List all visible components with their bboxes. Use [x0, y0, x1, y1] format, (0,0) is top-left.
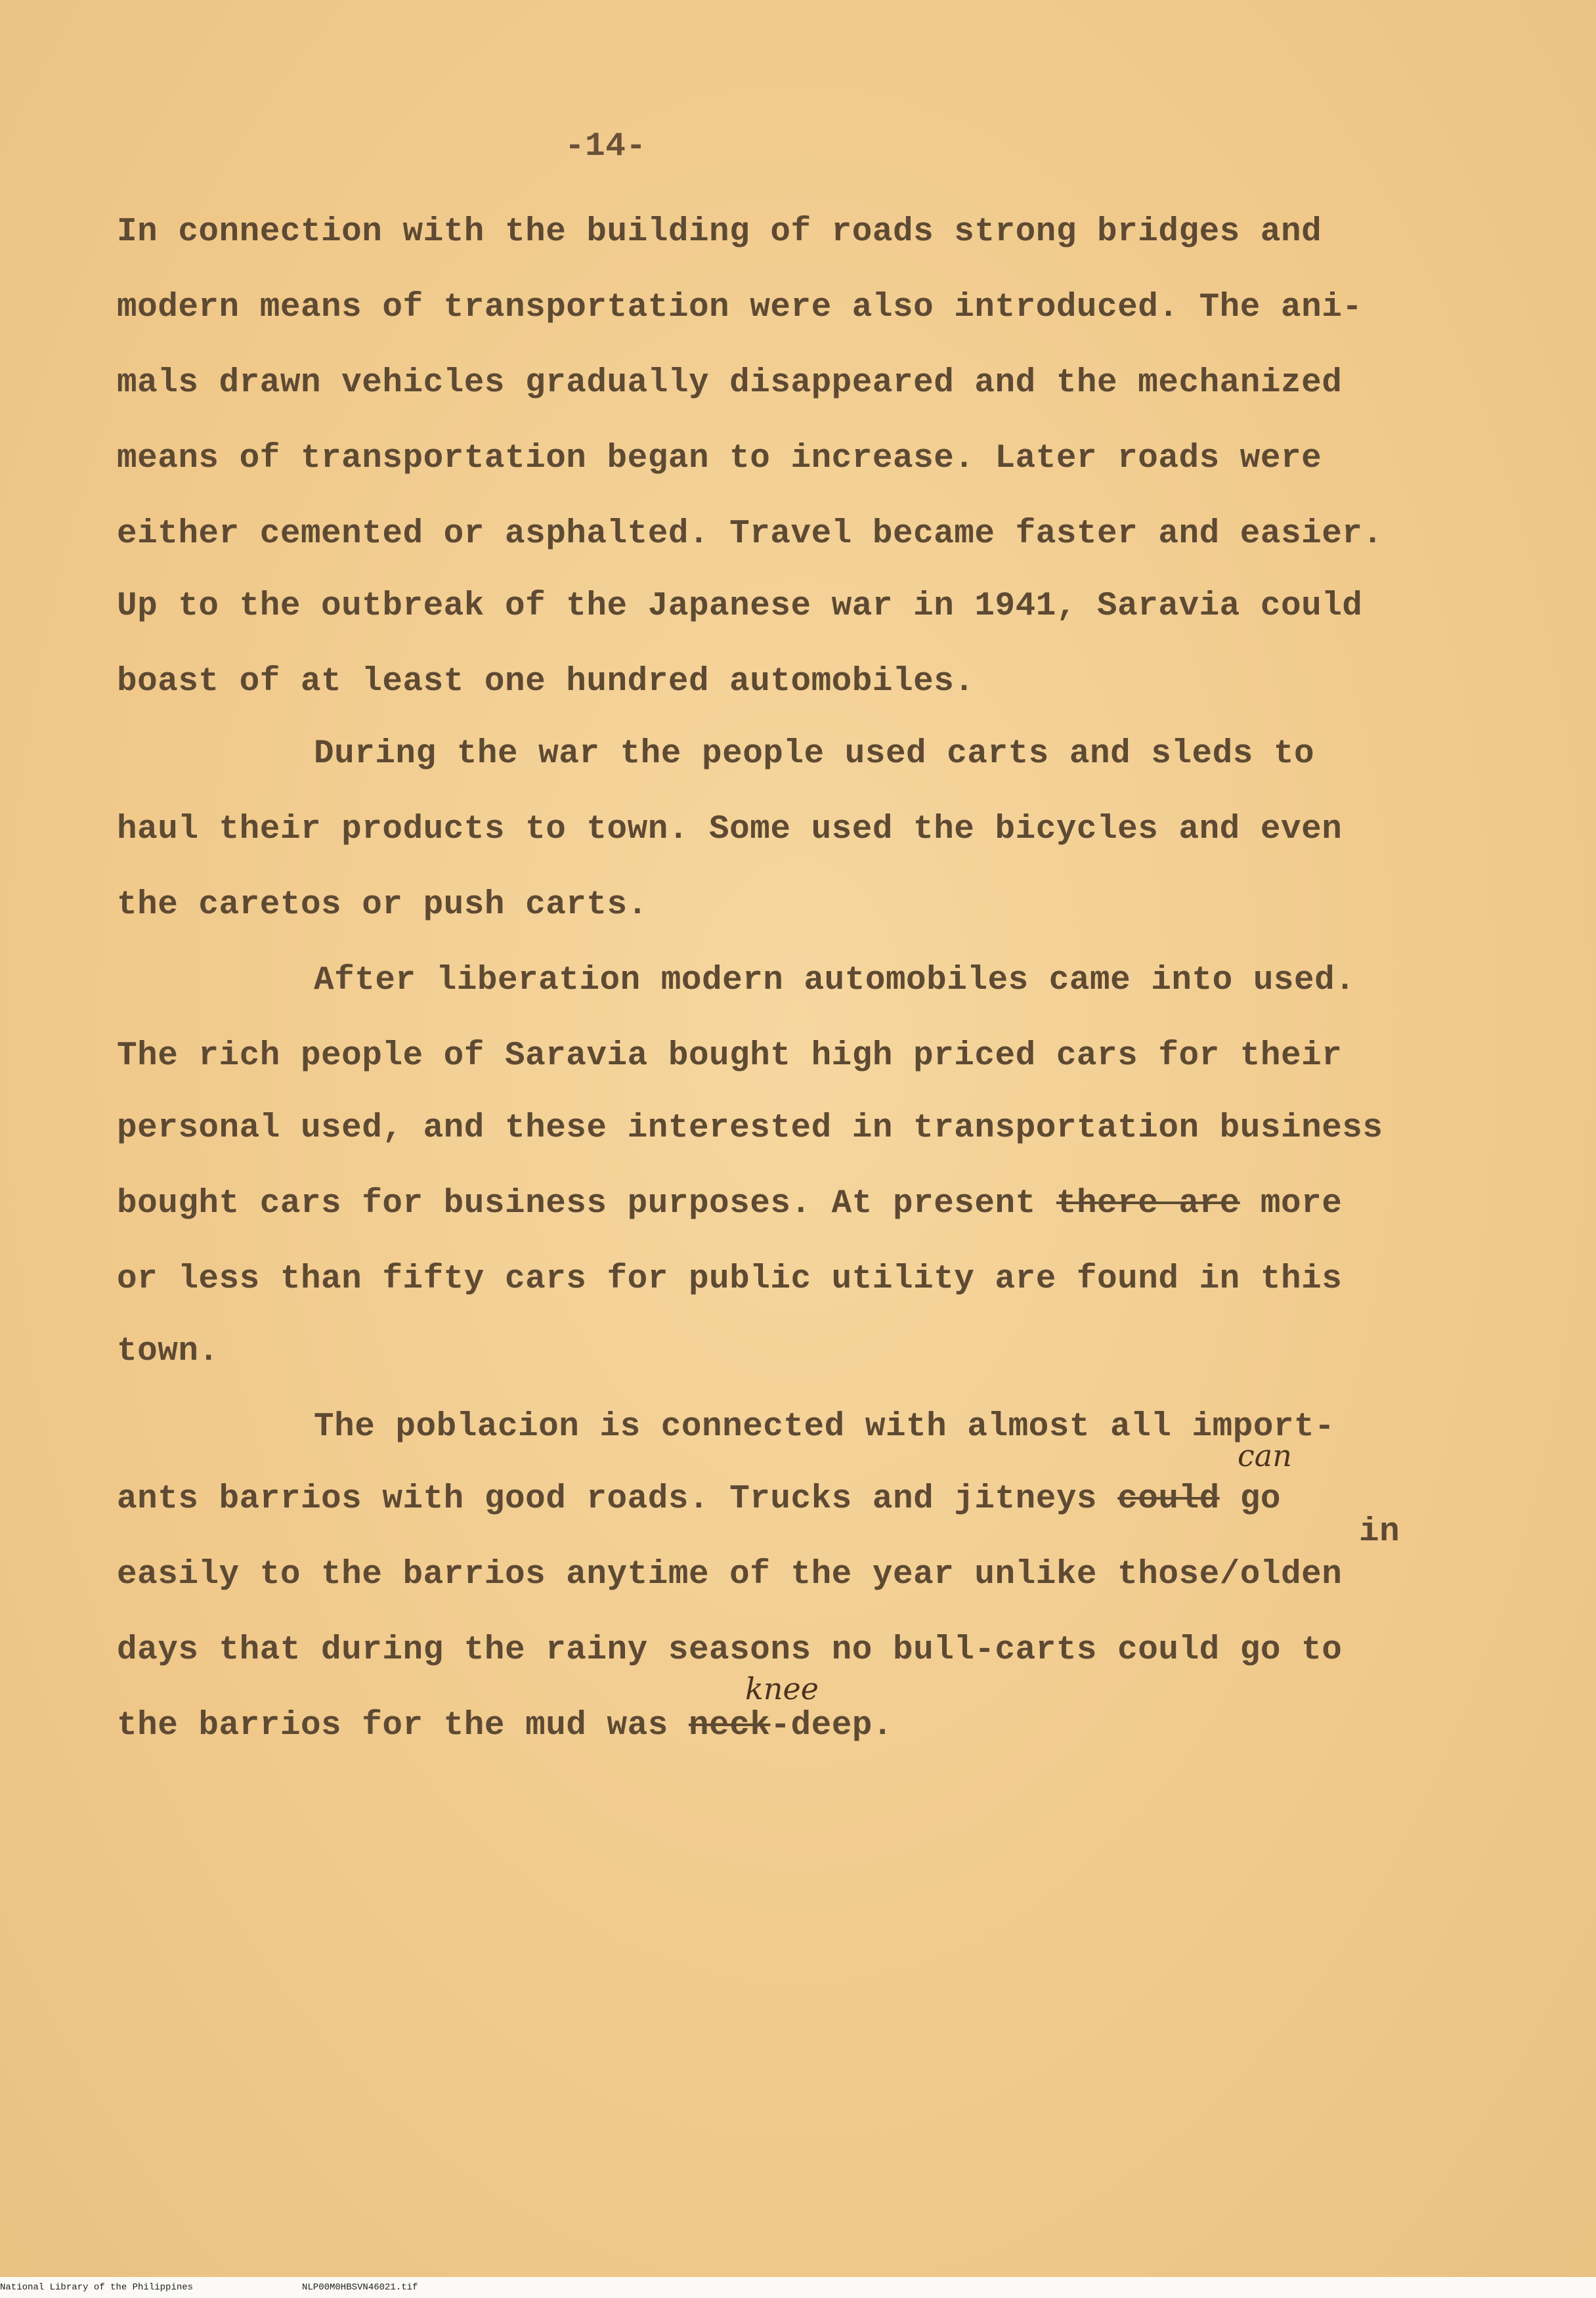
- handwritten-correction: knee: [745, 1671, 819, 1706]
- text-line: The poblacion is connected with almost all import-: [314, 1408, 1335, 1446]
- text-line: easily to the barrios anytime of the year unlike those/olden: [117, 1556, 1343, 1593]
- text-line: town.: [117, 1333, 219, 1370]
- struck-text: could: [1117, 1481, 1220, 1518]
- text-line: personal used, and these interested in transportation business: [117, 1110, 1383, 1147]
- typed-insertion: in: [1359, 1513, 1400, 1551]
- handwritten-correction: can: [1238, 1438, 1292, 1473]
- text-line: haul their products to town. Some used the bicycles and even: [117, 811, 1343, 848]
- footer-library: National Library of the Philippines: [0, 2282, 194, 2293]
- text-segment: bought cars for business purposes. At present: [117, 1185, 1056, 1223]
- text-line: The rich people of Saravia bought high priced cars for their: [117, 1037, 1343, 1075]
- text-line: modern means of transportation were also introduced. The ani-: [117, 289, 1363, 326]
- text-line: During the war the people used carts and sleds to: [314, 735, 1315, 773]
- text-line: Up to the outbreak of the Japanese war in 1941, Saravia could: [117, 588, 1363, 625]
- footer-filename: NLP00M0HBSVN46021.tif: [302, 2282, 418, 2293]
- text-line: means of transportation began to increase. Later roads were: [117, 440, 1322, 477]
- text-line: In connection with the building of roads strong bridges and: [117, 213, 1322, 251]
- text-line: After liberation modern automobiles came into used.: [314, 962, 1356, 999]
- text-line: either cemented or asphalted. Travel became faster and easier.: [117, 515, 1383, 553]
- text-line: [117, 1481, 1281, 1518]
- text-segment: the barrios for the mud was: [117, 1707, 689, 1745]
- text-line: [117, 1185, 1342, 1223]
- text-line: boast of at least one hundred automobiles.: [117, 663, 975, 701]
- text-line: the caretos or push carts.: [117, 886, 648, 924]
- page-number: -14-: [565, 128, 647, 165]
- text-line: days that during the rainy seasons no bull-carts could go to: [117, 1632, 1343, 1669]
- text-segment: -deep.: [770, 1707, 894, 1745]
- text-segment: go: [1219, 1481, 1282, 1518]
- text-line: [117, 1707, 893, 1745]
- text-segment: ants barrios with good roads. Trucks and jitneys: [117, 1481, 1118, 1518]
- struck-text: there are: [1056, 1185, 1240, 1223]
- struck-text: neck: [688, 1707, 771, 1745]
- text-line: mals drawn vehicles gradually disappeared and the mechanized: [117, 364, 1343, 402]
- scan-footer-band: [0, 2277, 1596, 2298]
- text-line: or less than fifty cars for public utility are found in this: [117, 1261, 1343, 1298]
- text-segment: more: [1240, 1185, 1343, 1223]
